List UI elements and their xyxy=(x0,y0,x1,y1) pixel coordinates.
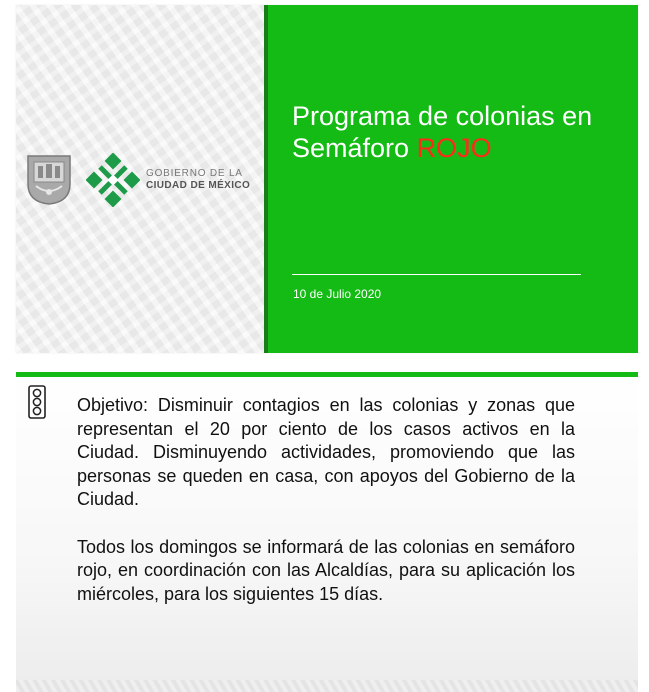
slide-title xyxy=(292,100,632,164)
government-logo xyxy=(26,150,250,210)
title-underline xyxy=(292,274,581,275)
schedule-paragraph: Todos los domingos se informará de las colonias en semáforo rojo, en coordinación con las Alcaldías, para su aplicación los miércoles, para los siguientes 15 días. xyxy=(77,536,575,604)
slide-date: 10 de Julio 2020 xyxy=(293,287,382,301)
title-line2-prefix: Semáforo xyxy=(292,133,417,163)
title-slide xyxy=(16,5,638,353)
government-name-line1: GOBIERNO DE LA xyxy=(146,168,243,179)
content-slide xyxy=(16,372,638,692)
government-name-line2: CIUDAD DE MÉXICO xyxy=(146,180,251,191)
coat-of-arms-icon xyxy=(26,154,72,206)
title-highlight: ROJO xyxy=(416,133,492,163)
title-line1: Programa de colonias en xyxy=(292,101,593,131)
traffic-light-icon xyxy=(28,385,46,419)
slide-body xyxy=(77,394,575,630)
objective-paragraph: Objetivo: Disminuir contagios en las colonias y zonas que representan el 20 por ciento de los casos activos en la Ciudad. Disminuyendo actividades, promoviendo que las personas se queden en casa, con apoyos del Gobierno de la Ciudad. xyxy=(77,395,575,509)
government-name xyxy=(146,168,250,192)
bottom-pattern xyxy=(16,680,638,692)
green-top-bar xyxy=(16,372,638,377)
title-line2 xyxy=(292,132,632,164)
cdmx-emblem-icon xyxy=(86,153,140,207)
